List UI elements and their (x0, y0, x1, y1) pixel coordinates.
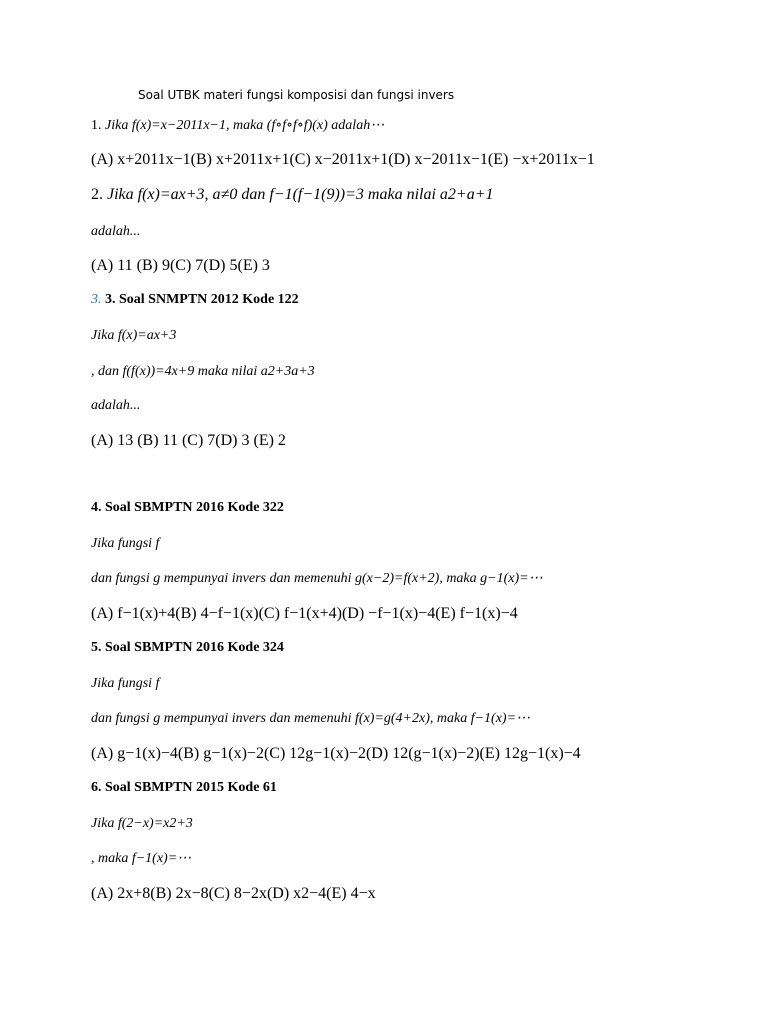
question-4-heading: 4. Soal SBMPTN 2016 Kode 322 (91, 500, 284, 515)
question-3-marker: 3. (91, 292, 102, 307)
question-3-options: (A) 13 (B) 11 (C) 7(D) 3 (E) 2 (91, 432, 286, 449)
question-6-heading: 6. Soal SBMPTN 2015 Kode 61 (91, 780, 277, 795)
question-6-options: (A) 2x+8(B) 2x−8(C) 8−2x(D) x2−4(E) 4−x (91, 885, 376, 902)
question-1-options: (A) x+2011x−1(B) x+2011x+1(C) x−2011x+1(D) x−2011x−1(E) −x+2011x−1 (91, 151, 595, 168)
question-6-line-2: , maka f−1(x)=⋯ (91, 851, 192, 866)
question-2-number: 2. (91, 186, 103, 203)
question-3-line-3: adalah... (91, 398, 141, 413)
question-4-line-2: dan fungsi g mempunyai invers dan memenuhi g(x−2)=f(x+2), maka g−1(x)=⋯ (91, 571, 543, 586)
question-5-heading: 5. Soal SBMPTN 2016 Kode 324 (91, 640, 284, 655)
question-5-options: (A) g−1(x)−4(B) g−1(x)−2(C) 12g−1(x)−2(D) 12(g−1(x)−2)(E) 12g−1(x)−4 (91, 745, 581, 762)
question-2-options: (A) 11 (B) 9(C) 7(D) 5(E) 3 (91, 257, 270, 274)
question-4-line-1: Jika fungsi f (91, 536, 160, 551)
question-2 (91, 186, 494, 204)
question-6-line-1: Jika f(2−x)=x2+3 (91, 816, 193, 831)
question-4-options: (A) f−1(x)+4(B) 4−f−1(x)(C) f−1(x+4)(D) −f−1(x)−4(E) f−1(x)−4 (91, 605, 518, 622)
question-3-heading-text: 3. Soal SNMPTN 2012 Kode 122 (105, 292, 299, 307)
question-2-text-continued: adalah... (91, 224, 141, 239)
question-3-line-1: Jika f(x)=ax+3 (91, 328, 177, 343)
question-5-line-1: Jika fungsi f (91, 676, 160, 691)
question-3-line-2: , dan f(f(x))=4x+9 maka nilai a2+3a+3 (91, 364, 315, 379)
question-1-number: 1. (91, 118, 102, 133)
question-1-text: Jika f(x)=x−2011x−1, maka (f∘f∘f∘f)(x) adalah⋯ (105, 118, 385, 133)
question-5-line-2: dan fungsi g mempunyai invers dan memenuhi f(x)=g(4+2x), maka f−1(x)=⋯ (91, 711, 531, 726)
question-3-heading (91, 292, 299, 308)
question-2-text: Jika f(x)=ax+3, a≠0 dan f−1(f−1(9))=3 maka nilai a2+a+1 (107, 186, 494, 203)
document-title: Soal UTBK materi fungsi komposisi dan fungsi invers (138, 88, 455, 102)
question-1 (91, 117, 384, 134)
